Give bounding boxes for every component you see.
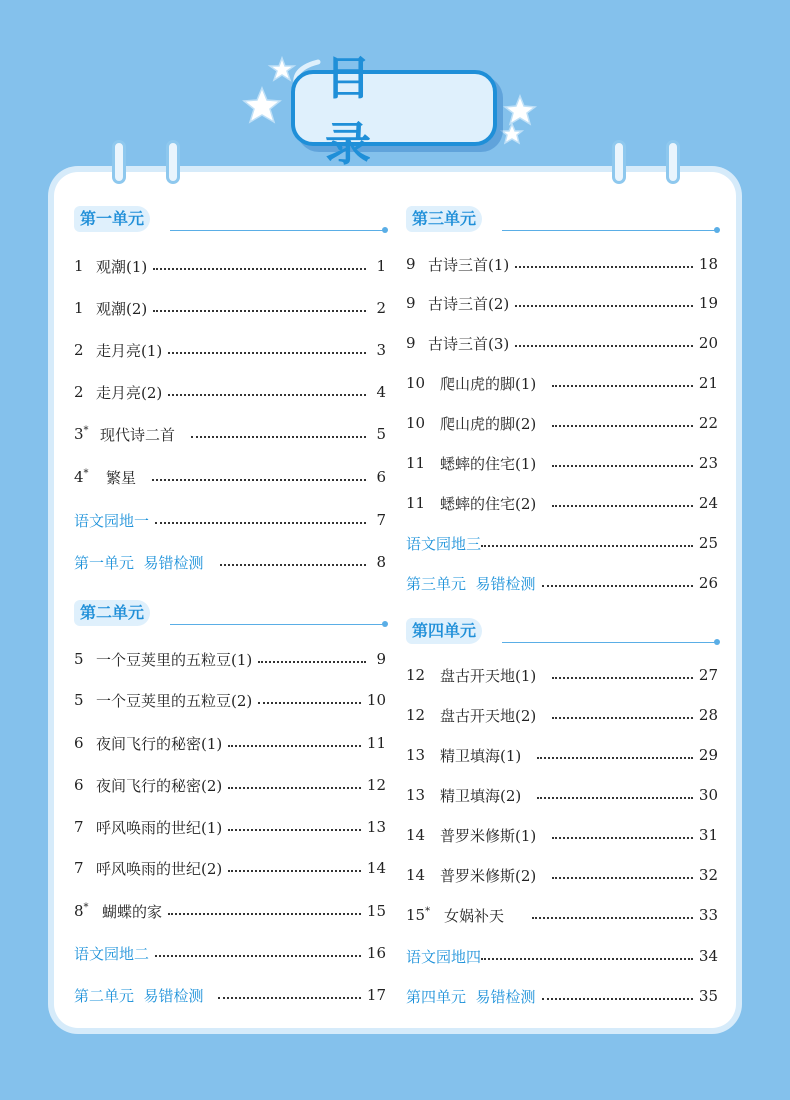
page-number: 8 xyxy=(376,553,386,571)
toc-entry[interactable]: 3* 现代诗二首 5 xyxy=(74,425,386,444)
leader-dots xyxy=(537,797,693,799)
page-number: 9 xyxy=(376,650,386,668)
leader-dots xyxy=(552,465,693,467)
leader-dots xyxy=(552,385,693,387)
leader-dots xyxy=(515,305,693,307)
unit-rule-dot xyxy=(382,227,388,233)
toc-entry[interactable]: 13 精卫填海(2) 30 xyxy=(406,786,718,805)
toc-entry[interactable]: 12 盘古开天地(2) 28 xyxy=(406,706,718,725)
toc-entry-review[interactable]: 语文园地二 16 xyxy=(74,944,386,963)
page-number: 3 xyxy=(376,341,386,359)
toc-entry[interactable]: 14 普罗米修斯(2) 32 xyxy=(406,866,718,885)
page-number: 35 xyxy=(698,987,718,1005)
page-number: 19 xyxy=(698,294,718,312)
page-number: 31 xyxy=(698,826,718,844)
leader-dots xyxy=(228,829,361,831)
leader-dots xyxy=(228,870,361,872)
leader-dots xyxy=(542,585,693,587)
page-number: 18 xyxy=(698,255,718,273)
toc-entry-review[interactable]: 语文园地三 25 xyxy=(406,534,718,553)
leader-dots xyxy=(152,479,366,481)
page-number: 21 xyxy=(698,374,718,392)
leader-dots xyxy=(218,997,361,999)
page-number: 33 xyxy=(698,906,718,924)
toc-entry[interactable]: 2 走月亮(1) 3 xyxy=(74,341,386,360)
leader-dots xyxy=(258,661,366,663)
unit-rule xyxy=(502,230,718,231)
leader-dots xyxy=(155,522,366,524)
toc-entry[interactable]: 6 夜间飞行的秘密(1) 11 xyxy=(74,734,386,753)
page-number: 15 xyxy=(366,902,386,920)
leader-dots xyxy=(153,268,366,270)
unit-rule xyxy=(170,230,386,231)
title-box xyxy=(291,51,497,171)
leader-dots xyxy=(258,702,361,704)
leader-dots xyxy=(191,436,366,438)
page-number: 34 xyxy=(698,947,718,965)
page-number: 20 xyxy=(698,334,718,352)
unit-rule-dot xyxy=(714,227,720,233)
page-number: 7 xyxy=(376,511,386,529)
page-number: 27 xyxy=(698,666,718,684)
leader-dots xyxy=(168,913,361,915)
leader-dots xyxy=(220,564,366,566)
toc-entry-test[interactable]: 第四单元 易错检测 35 xyxy=(406,987,718,1006)
toc-entry[interactable]: 4* 繁星 6 xyxy=(74,468,386,487)
leader-dots xyxy=(228,745,361,747)
page-number: 24 xyxy=(698,494,718,512)
page-number: 5 xyxy=(376,425,386,443)
page-number: 17 xyxy=(366,986,386,1004)
toc-entry[interactable]: 6 夜间飞行的秘密(2) 12 xyxy=(74,776,386,795)
leader-dots xyxy=(481,958,693,960)
page-number: 16 xyxy=(366,944,386,962)
page-number: 30 xyxy=(698,786,718,804)
toc-entry[interactable]: 14 普罗米修斯(1) 31 xyxy=(406,826,718,845)
toc-entry[interactable]: 2 走月亮(2) 4 xyxy=(74,383,386,402)
binder-ring xyxy=(166,140,180,184)
page-number: 10 xyxy=(366,691,386,709)
toc-entry-test[interactable]: 第二单元 易错检测 17 xyxy=(74,986,386,1005)
leader-dots xyxy=(552,677,693,679)
binder-ring xyxy=(666,140,680,184)
unit-label: 第二单元 xyxy=(74,600,150,626)
unit-header xyxy=(74,596,386,626)
leader-dots xyxy=(153,310,366,312)
toc-entry-test[interactable]: 第一单元 易错检测 8 xyxy=(74,553,386,572)
leader-dots xyxy=(228,787,361,789)
leader-dots xyxy=(552,837,693,839)
page-number: 29 xyxy=(698,746,718,764)
page-number: 25 xyxy=(698,534,718,552)
page-number: 1 xyxy=(376,257,386,275)
page-number: 14 xyxy=(366,859,386,877)
toc-entry[interactable]: 11 蟋蟀的住宅(1) 23 xyxy=(406,454,718,473)
page-number: 13 xyxy=(366,818,386,836)
page-number: 11 xyxy=(366,734,386,752)
toc-entry-test[interactable]: 第三单元 易错检测 26 xyxy=(406,574,718,593)
leader-dots xyxy=(552,717,693,719)
toc-entry[interactable]: 13 精卫填海(1) 29 xyxy=(406,746,718,765)
leader-dots xyxy=(168,352,366,354)
toc-entry[interactable]: 12 盘古开天地(1) 27 xyxy=(406,666,718,685)
binder-ring xyxy=(112,140,126,184)
page-number: 4 xyxy=(376,383,386,401)
toc-entry[interactable]: 9 古诗三首(1) 18 xyxy=(406,255,718,274)
unit-label: 第四单元 xyxy=(406,618,482,644)
optional-mark: * xyxy=(83,425,89,436)
unit-rule xyxy=(502,642,718,643)
toc-entry[interactable]: 1 观潮(1) 1 xyxy=(74,257,386,276)
toc-entry[interactable]: 10 爬山虎的脚(1) 21 xyxy=(406,374,718,393)
toc-entry[interactable]: 10 爬山虎的脚(2) 22 xyxy=(406,414,718,433)
binder-ring xyxy=(612,140,626,184)
optional-mark: * xyxy=(83,468,89,479)
toc-entry[interactable]: 7 呼风唤雨的世纪(2) 14 xyxy=(74,859,386,878)
leader-dots xyxy=(552,505,693,507)
unit-label: 第三单元 xyxy=(406,206,482,232)
page-number: 6 xyxy=(376,468,386,486)
leader-dots xyxy=(537,757,693,759)
leader-dots xyxy=(532,917,693,919)
toc-entry[interactable]: 8* 蝴蝶的家 15 xyxy=(74,902,386,921)
page-number: 32 xyxy=(698,866,718,884)
unit-rule-dot xyxy=(382,621,388,627)
toc-entry[interactable]: 7 呼风唤雨的世纪(1) 13 xyxy=(74,818,386,837)
unit-header xyxy=(406,202,718,232)
leader-dots xyxy=(542,998,693,1000)
toc-entry[interactable]: 9 古诗三首(2) 19 xyxy=(406,294,718,313)
page-number: 22 xyxy=(698,414,718,432)
leader-dots xyxy=(515,266,693,268)
leader-dots xyxy=(481,545,693,547)
unit-rule xyxy=(170,624,386,625)
page-number: 28 xyxy=(698,706,718,724)
page-number: 23 xyxy=(698,454,718,472)
toc-entry-review[interactable]: 语文园地四 34 xyxy=(406,947,718,966)
optional-mark: * xyxy=(425,906,431,917)
page-number: 2 xyxy=(376,299,386,317)
unit-rule-dot xyxy=(714,639,720,645)
toc-entry[interactable]: 1 观潮(2) 2 xyxy=(74,299,386,318)
unit-label: 第一单元 xyxy=(74,206,150,232)
toc-entry[interactable]: 5 一个豆荚里的五粒豆(1) 9 xyxy=(74,650,386,669)
leader-dots xyxy=(155,955,361,957)
toc-entry[interactable]: 9 古诗三首(3) 20 xyxy=(406,334,718,353)
page-title: 目 录 xyxy=(325,51,401,171)
page-number: 26 xyxy=(698,574,718,592)
leader-dots xyxy=(552,425,693,427)
toc-entry-review[interactable]: 语文园地一 7 xyxy=(74,511,386,530)
leader-dots xyxy=(168,394,366,396)
leader-dots xyxy=(515,345,693,347)
toc-entry[interactable]: 15* 女娲补天 33 xyxy=(406,906,718,925)
unit-header xyxy=(74,202,386,232)
toc-entry[interactable]: 5 一个豆荚里的五粒豆(2) 10 xyxy=(74,691,386,710)
toc-entry[interactable]: 11 蟋蟀的住宅(2) 24 xyxy=(406,494,718,513)
page-number: 12 xyxy=(366,776,386,794)
unit-header xyxy=(406,614,718,644)
optional-mark: * xyxy=(83,902,89,913)
leader-dots xyxy=(552,877,693,879)
